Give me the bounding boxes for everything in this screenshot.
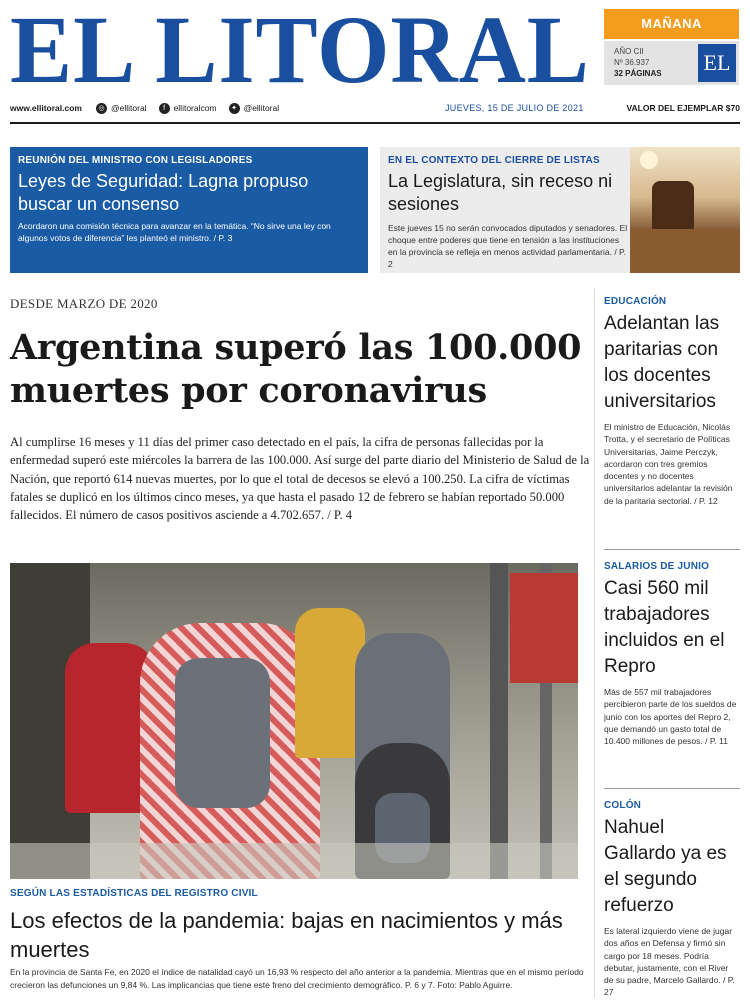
teaser-headline: La Legislatura, sin receso ni sesiones <box>388 171 613 214</box>
twitter-link[interactable] <box>229 100 280 116</box>
instagram-icon: ◎ <box>96 103 107 114</box>
sidebar-text: Más de 557 mil trabajadores percibieron parte de los sueldos de junio con los aportes del Repro 2, que demandó un gasto total de 10.400 millones de pesos. / P. 11 <box>604 687 737 747</box>
photo-backpack <box>175 658 270 808</box>
main-pretitle: DESDE MARZO DE 2020 <box>10 296 158 311</box>
issue-number: Nº 36.937 <box>614 58 650 67</box>
photo-red-banner <box>510 573 578 683</box>
instagram-link[interactable] <box>96 100 147 116</box>
issue-year: AÑO CII <box>614 47 644 56</box>
desk-shape <box>630 229 740 273</box>
main-headline[interactable]: Argentina superó las 100.000 muertes por coronavirus <box>10 327 582 411</box>
info-bar <box>10 100 740 116</box>
teaser-text: Acordaron una comisión técnica para avanzar en la temática. “No sirve una ley con algunos votos de diferencia” les planteó el ministro. / P. 3 <box>18 221 331 243</box>
legislature-photo <box>630 147 740 273</box>
bottom-kicker: SEGÚN LAS ESTADÍSTICAS DEL REGISTRO CIVIL <box>10 888 258 899</box>
sidebar-text: Es lateral izquierdo viene de jugar dos años en Defensa y firmó sin cargo por 18 meses. Podría debutar, justamente, con el River de su padre, Marcelo Gallardo. / P. 27 <box>604 926 735 998</box>
sidebar-story-colon[interactable] <box>604 800 740 999</box>
teaser-kicker: EN EL CONTEXTO DEL CIERRE DE LISTAS <box>388 155 600 166</box>
bottom-text: En la provincia de Santa Fe, en 2020 el índice de natalidad cayó un 16,93 % respecto del año anterior a la pandemia. Mientras que en el mismo período crecieron las defunciones un 9,84 %. Las implicancias que tiene este freno del crecimiento demográfico. P. 6 y 7. Foto: Pablo Aguirre. <box>10 967 584 990</box>
sidebar-kicker: EDUCACIÓN <box>604 296 667 307</box>
facebook-icon: f <box>159 103 170 114</box>
facebook-link[interactable] <box>159 100 217 116</box>
lamp-shape <box>640 151 658 169</box>
twitter-handle: @ellitoral <box>243 103 280 113</box>
sidebar-text: El ministro de Educación, Nicolás Trotta, y el secretario de Políticas Universitarias, Jaime Perczyk, acordaron con tres gremios docentes y no docentes universitarios adelantar la revisión de la paritaria sectorial. / P. 12 <box>604 422 733 506</box>
teaser-seguridad[interactable] <box>10 147 368 273</box>
photo-pole <box>490 563 508 879</box>
photo-sidewalk <box>10 843 578 879</box>
column-divider <box>594 288 595 998</box>
sidebar-divider <box>604 788 740 789</box>
issue-meta <box>614 46 662 79</box>
sidebar-story-educacion[interactable] <box>604 296 740 507</box>
twitter-icon: ✦ <box>229 103 240 114</box>
issue-pages: 32 PÁGINAS <box>614 69 662 78</box>
teaser-text: Este jueves 15 no serán convocados diputados y senadores. El choque entre poderes que tiene en tensión a las instituciones en la provincia se refleja en menos actividad parlamentaria. / P. 2 <box>388 223 628 269</box>
masthead[interactable] <box>10 0 595 103</box>
header-divider <box>10 122 740 124</box>
teaser-legislatura[interactable] <box>380 147 740 273</box>
teaser-kicker: REUNIÓN DEL MINISTRO CON LEGISLADORES <box>18 155 253 166</box>
facebook-handle: ellitoralcom <box>173 103 217 113</box>
sidebar-headline: Adelantan las paritarias con los docentes universitarios <box>604 313 720 412</box>
street-photo <box>10 563 578 879</box>
social-links <box>96 100 279 116</box>
website-link[interactable]: www.ellitoral.com <box>10 103 82 113</box>
sidebar-story-salarios[interactable] <box>604 561 740 747</box>
bottom-headline[interactable]: Los efectos de la pandemia: bajas en nacimientos y más muertes <box>10 908 563 962</box>
instagram-handle: @ellitoral <box>111 103 147 113</box>
el-logo: EL <box>698 44 736 82</box>
edition-badge: MAÑANA <box>604 9 739 39</box>
sidebar-headline: Nahuel Gallardo ya es el segundo refuerzo <box>604 817 727 916</box>
teaser-headline: Leyes de Seguridad: Lagna propuso buscar un consenso <box>18 171 309 214</box>
main-lead: Al cumplirse 16 meses y 11 días del primer caso detectado en el país, la cifra de personas fallecidas por la enfermedad superó este miércoles la barrera de las 100.000. Así surge del parte diario del Ministerio de Salud de la Nación, que reportó 614 nuevas muertes, por lo que el total de decesos se elevó a 100.250. La cifra de víctimas fatales se duplicó en los últimos cinco meses, ya que hasta el pasado 12 de febrero se habían reportado 50.000 fallecidos. El número de casos positivos asciende a 4.702.657. / P. 4 <box>10 435 590 523</box>
sidebar-headline: Casi 560 mil trabajadores incluidos en el Repro <box>604 578 725 677</box>
newspaper-title: EL LITORAL <box>10 0 590 103</box>
sidebar-kicker: SALARIOS DE JUNIO <box>604 561 710 572</box>
issue-info <box>604 41 739 85</box>
sidebar-kicker: COLÓN <box>604 800 642 811</box>
issue-price: VALOR DEL EJEMPLAR $70 <box>626 103 740 113</box>
issue-date: JUEVES, 15 DE JULIO DE 2021 <box>445 103 584 113</box>
sidebar-divider <box>604 549 740 550</box>
